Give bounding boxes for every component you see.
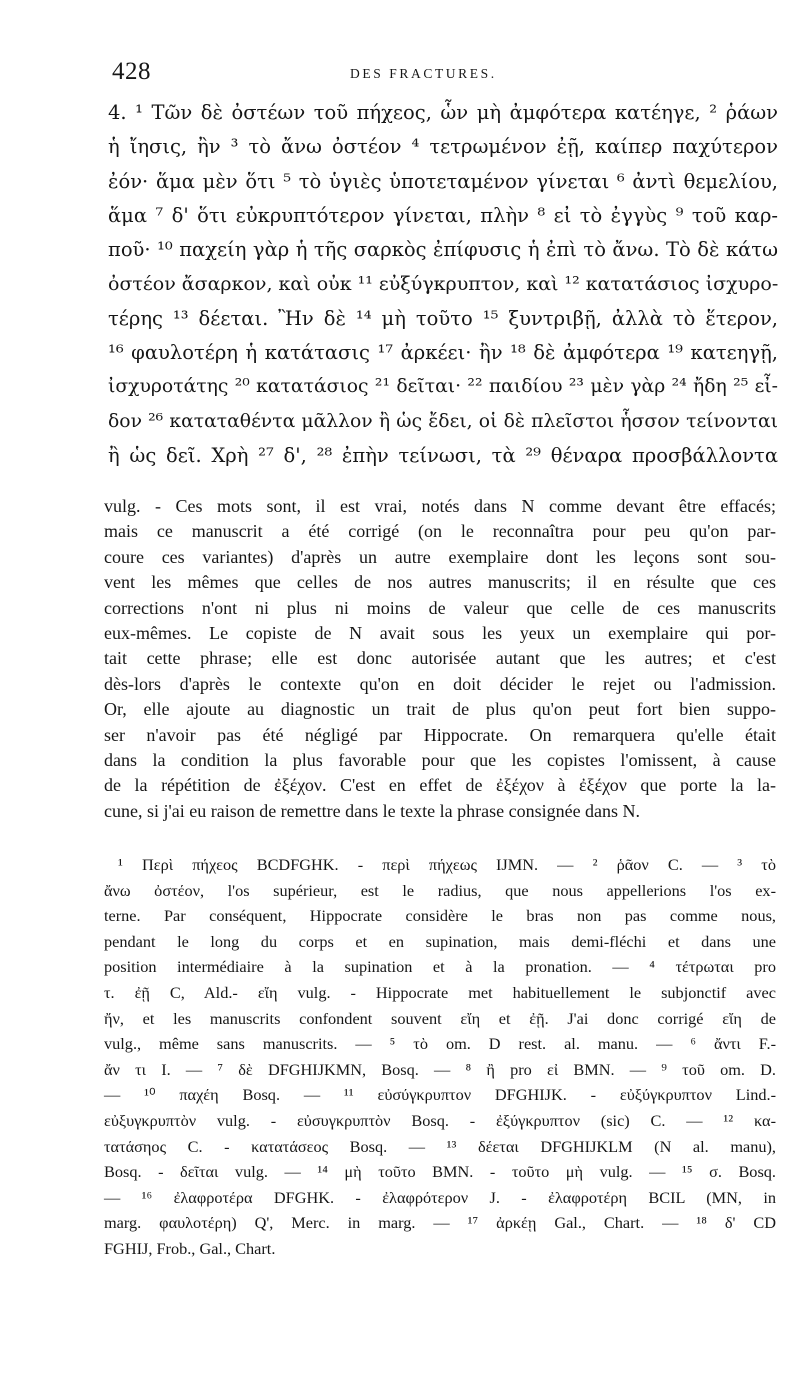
footnote-line: τατάσηος C. - κατατάσεος Bosq. — ¹³ δέεται DFGHIJKLM (N al. manu), xyxy=(104,1136,776,1156)
footnote-line: — ¹⁰ παχέη Bosq. — ¹¹ εὐσύγκρυπτον DFGHIJK. - εὐξύγκρυπτον Lind.- xyxy=(104,1085,776,1105)
footnote-line: ἄν τι I. — ⁷ δὲ DFGHIJKMN, Bosq. — ⁸ ἢ pro εἰ BMN. — ⁹ τοῦ om. D. xyxy=(104,1059,776,1079)
greek-line: 4. ¹ Τῶν δὲ ὀστέων τοῦ πήχεος, ὧν μὴ ἀμφότερα κατέηγε, ² ῥάων xyxy=(108,101,778,124)
commentary-line: de la répétition de ἐξέχον. C'est en effet de ἐξέχον à ἐξέχον que porte la la- xyxy=(104,775,776,796)
footnote-line: marg. φαυλοτέρη) Q', Merc. in marg. — ¹⁷ ἀρκέῃ Gal., Chart. — ¹⁸ δ' CD xyxy=(104,1213,776,1233)
greek-line: ἡ ἴησις, ἢν ³ τὸ ἄνω ὀστέον ⁴ τετρωμένον ἐῇ, καίπερ παχύτερον xyxy=(108,135,778,159)
greek-text xyxy=(108,96,778,473)
footnote-line: — ¹⁶ ἐλαφροτέρα DFGHK. - ἐλαφρότερον J. - ἐλαφροτέρη BCIL (MN, in xyxy=(104,1187,776,1207)
footnote-line: pendant le long du corps et en supination, mais demi-fléchi et dans une xyxy=(104,931,776,951)
french-commentary xyxy=(104,494,776,824)
commentary-line: ser n'avoir pas été négligé par Hippocrate. On remarquera qu'elle était xyxy=(104,724,776,745)
footnote-line: terne. Par conséquent, Hippocrate considère le bras non pas comme nous, xyxy=(104,906,776,926)
commentary-line: vulg. - Ces mots sont, il est vrai, notés dans N comme devant être effacés; xyxy=(104,496,776,516)
commentary-line: cune, si j'ai eu raison de remettre dans le texte la phrase consignée dans N. xyxy=(104,800,641,821)
greek-line: ποῦ· ¹⁰ παχείη γὰρ ἡ τῆς σαρκὸς ἐπίφυσις ἡ ἐπὶ τὸ ἄνω. Τὸ δὲ κάτω xyxy=(108,238,778,262)
commentary-line: coure ces variantes) d'après un autre exemplaire dont les leçons sont sou- xyxy=(104,546,776,567)
footnote-line: FGHIJ, Frob., Gal., Chart. xyxy=(104,1238,276,1258)
greek-line: ¹⁶ φαυλοτέρη ἡ κατάτασις ¹⁷ ἀρκέει· ἢν ¹⁸ δὲ ἀμφότερα ¹⁹ κατεηγῇ, xyxy=(108,341,778,365)
page-header xyxy=(112,58,772,90)
greek-line: τέρης ¹³ δέεται. Ἢν δὲ ¹⁴ μὴ τοῦτο ¹⁵ ξυντριβῇ, ἀλλὰ τὸ ἕτερον, xyxy=(108,306,778,330)
greek-line: ἐόν· ἅμα μὲν ὅτι ⁵ τὸ ὑγιὲς ὑποτεταμένον γίνεται ⁶ ἀντὶ θεμελίου, xyxy=(108,169,778,193)
footnote-line: position intermédiaire à la supination et à la pronation. — ⁴ τέτρωται pro xyxy=(104,957,776,977)
commentary-line: eux-mêmes. Le copiste de N avait sous les yeux un exemplaire qui por- xyxy=(104,622,776,643)
commentary-line: tait cette phrase; elle est donc autorisée autant que les autres; et c'est xyxy=(104,648,776,669)
greek-line: ἢ ὡς δεῖ. Χρὴ ²⁷ δ', ²⁸ ἐπὴν τείνωσι, τὰ ²⁹ θέναρα προσβάλλοντα xyxy=(108,443,778,467)
commentary-line: vent les mêmes que celles de nos autres manuscrits; il en résulte que ces xyxy=(104,572,776,593)
commentary-line: dès-lors d'après le contexte qu'on en doit décider le rejet ou l'admission. xyxy=(104,673,776,694)
footnote-line: ἄνω ὀστέον, l'os supérieur, est le radius, que nous appellerions l'os ex- xyxy=(104,880,776,900)
running-title: DES FRACTURES. xyxy=(350,66,497,81)
footnote-line: ἤν, et les manuscrits confondent souvent εἴη et ἐῇ. J'ai donc corrigé εἴη de xyxy=(104,1008,776,1028)
page-number: 428 xyxy=(112,58,151,85)
commentary-line: dans la condition la plus favorable pour que les copistes l'omissent, à cause xyxy=(104,749,776,770)
greek-line: ἰσχυροτάτης ²⁰ κατατάσιος ²¹ δεῖται· ²² παιδίου ²³ μὲν γὰρ ²⁴ ἤδη ²⁵ εἶ- xyxy=(108,376,778,398)
greek-line: ὀστέον ἄσαρκον, καὶ οὐκ ¹¹ εὐξύγκρυπτον, καὶ ¹² κατατάσιος ἰσχυρο- xyxy=(108,273,779,296)
footnote-line: εὐξυγκρυπτὸν vulg. - εὐσυγκρυπτὸν Bosq. - ἐξύγκρυπτον (sic) C. — ¹² κα- xyxy=(104,1110,776,1130)
footnote-line: τ. ἐῇ C, Ald.- εἴη vulg. - Hippocrate met habituellement le subjonctif avec xyxy=(104,982,776,1002)
footnote-line: ¹ Περὶ πήχεος BCDFGHK. - περὶ πήχεως IJMN. — ² ῥᾶον C. — ³ τὸ xyxy=(118,855,776,874)
commentary-line: mais ce manuscrit a été corrigé (on le reconnaîtra pour peu qu'on par- xyxy=(104,521,776,542)
footnotes xyxy=(104,852,776,1262)
footnote-line: vulg., même sans manuscrits. — ⁵ τὸ om. D rest. al. manu. — ⁶ ἄντι F.- xyxy=(104,1034,776,1054)
greek-line: δον ²⁶ καταταθέντα μᾶλλον ἢ ὡς ἔδει, οἱ δὲ πλεῖστοι ἧσσον τείνονται xyxy=(108,410,778,432)
commentary-line: Or, elle ajoute au diagnostic un trait de plus qu'on peut fort bien suppo- xyxy=(104,699,776,720)
footnote-line: Bosq. - δεῖται vulg. — ¹⁴ μὴ τοῦτο BMN. - τοῦτο μὴ vulg. — ¹⁵ σ. Bosq. xyxy=(104,1162,776,1182)
commentary-line: corrections n'ont ni plus ni moins de valeur que celle de ces manuscrits xyxy=(104,597,776,618)
greek-line: ἅμα ⁷ δ' ὅτι εὐκρυπτότερον γίνεται, πλὴν ⁸ εἰ τὸ ἐγγὺς ⁹ τοῦ καρ- xyxy=(108,203,778,227)
